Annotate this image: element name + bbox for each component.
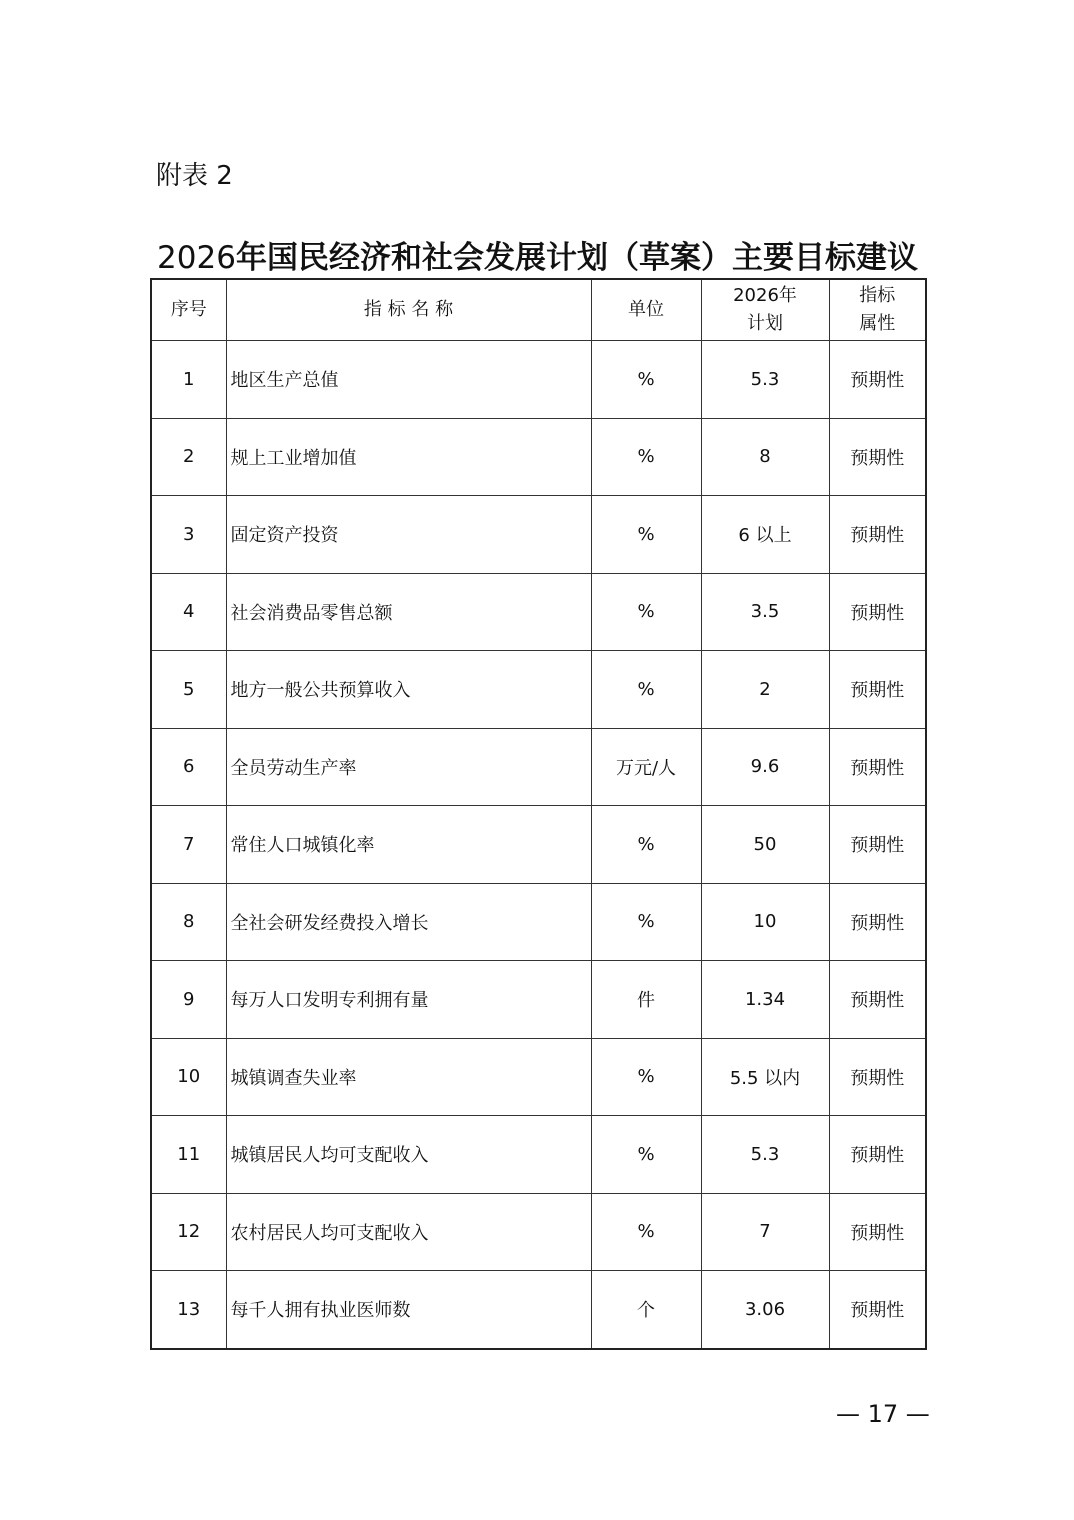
indicator-attribute: 预期性	[829, 961, 926, 1039]
document-title	[150, 232, 925, 277]
plan-value: 6 以上	[701, 496, 829, 574]
attachment-label: 附表 2	[156, 161, 233, 191]
header-no: 序号	[151, 279, 226, 341]
table-row	[151, 418, 926, 496]
table-row	[151, 1271, 926, 1349]
indicator-unit: %	[591, 418, 701, 496]
table-row	[151, 1193, 926, 1271]
indicator-unit: 万元/人	[591, 728, 701, 806]
indicator-attribute: 预期性	[829, 806, 926, 884]
table-row	[151, 806, 926, 884]
indicator-name: 农村居民人均可支配收入	[226, 1193, 591, 1271]
indicator-attribute: 预期性	[829, 573, 926, 651]
table-header-row	[151, 279, 926, 341]
indicator-attribute: 预期性	[829, 1116, 926, 1194]
plan-value: 2	[701, 651, 829, 729]
indicator-name: 全员劳动生产率	[226, 728, 591, 806]
indicator-attribute: 预期性	[829, 496, 926, 574]
header-unit: 单位	[591, 279, 701, 341]
row-number: 8	[151, 883, 226, 961]
indicator-name: 每千人拥有执业医师数	[226, 1271, 591, 1349]
indicator-unit: %	[591, 1038, 701, 1116]
indicator-name: 全社会研发经费投入增长	[226, 883, 591, 961]
plan-value: 9.6	[701, 728, 829, 806]
header-attr-line1: 指标	[859, 285, 896, 306]
indicator-name: 社会消费品零售总额	[226, 573, 591, 651]
page-number: — 17 —	[836, 1400, 930, 1428]
indicator-name: 城镇居民人均可支配收入	[226, 1116, 591, 1194]
row-number: 4	[151, 573, 226, 651]
indicator-name: 城镇调查失业率	[226, 1038, 591, 1116]
table-row	[151, 883, 926, 961]
row-number: 5	[151, 651, 226, 729]
table-row	[151, 496, 926, 574]
table-row	[151, 1116, 926, 1194]
table-row	[151, 728, 926, 806]
plan-value: 1.34	[701, 961, 829, 1039]
plan-value: 5.3	[701, 1116, 829, 1194]
indicator-attribute: 预期性	[829, 728, 926, 806]
plan-value: 50	[701, 806, 829, 884]
title-text: 年国民经济和社会发展计划（草案）主要目标建议	[235, 240, 918, 276]
plan-value: 5.5 以内	[701, 1038, 829, 1116]
indicator-name: 地区生产总值	[226, 341, 591, 419]
row-number: 12	[151, 1193, 226, 1271]
table-row	[151, 651, 926, 729]
title-year: 2026	[157, 240, 236, 276]
indicator-name: 规上工业增加值	[226, 418, 591, 496]
indicator-attribute: 预期性	[829, 1271, 926, 1349]
indicator-unit: %	[591, 806, 701, 884]
targets-table	[150, 278, 927, 1350]
header-attr-line2: 属性	[859, 313, 896, 334]
row-number: 10	[151, 1038, 226, 1116]
plan-value: 10	[701, 883, 829, 961]
indicator-attribute: 预期性	[829, 883, 926, 961]
indicator-name: 常住人口城镇化率	[226, 806, 591, 884]
indicator-attribute: 预期性	[829, 651, 926, 729]
table-row	[151, 961, 926, 1039]
plan-value: 5.3	[701, 341, 829, 419]
row-number: 13	[151, 1271, 226, 1349]
indicator-attribute: 预期性	[829, 341, 926, 419]
row-number: 11	[151, 1116, 226, 1194]
plan-value: 3.5	[701, 573, 829, 651]
table-row	[151, 1038, 926, 1116]
header-plan	[701, 279, 829, 341]
indicator-name: 地方一般公共预算收入	[226, 651, 591, 729]
indicator-unit: %	[591, 883, 701, 961]
indicator-unit: %	[591, 1116, 701, 1194]
indicator-unit: 个	[591, 1271, 701, 1349]
plan-value: 3.06	[701, 1271, 829, 1349]
indicator-unit: %	[591, 1193, 701, 1271]
indicator-unit: 件	[591, 961, 701, 1039]
indicator-attribute: 预期性	[829, 1038, 926, 1116]
plan-value: 7	[701, 1193, 829, 1271]
indicator-unit: %	[591, 496, 701, 574]
table-row	[151, 341, 926, 419]
header-attr	[829, 279, 926, 341]
row-number: 1	[151, 341, 226, 419]
plan-value: 8	[701, 418, 829, 496]
row-number: 7	[151, 806, 226, 884]
indicator-attribute: 预期性	[829, 1193, 926, 1271]
header-name: 指 标 名 称	[226, 279, 591, 341]
indicator-unit: %	[591, 651, 701, 729]
row-number: 2	[151, 418, 226, 496]
row-number: 6	[151, 728, 226, 806]
indicator-name: 固定资产投资	[226, 496, 591, 574]
row-number: 9	[151, 961, 226, 1039]
indicator-unit: %	[591, 573, 701, 651]
table-row	[151, 573, 926, 651]
header-plan-line2: 计划	[747, 313, 783, 334]
row-number: 3	[151, 496, 226, 574]
header-plan-line1: 2026年	[733, 285, 797, 306]
indicator-unit: %	[591, 341, 701, 419]
indicator-name: 每万人口发明专利拥有量	[226, 961, 591, 1039]
indicator-attribute: 预期性	[829, 418, 926, 496]
